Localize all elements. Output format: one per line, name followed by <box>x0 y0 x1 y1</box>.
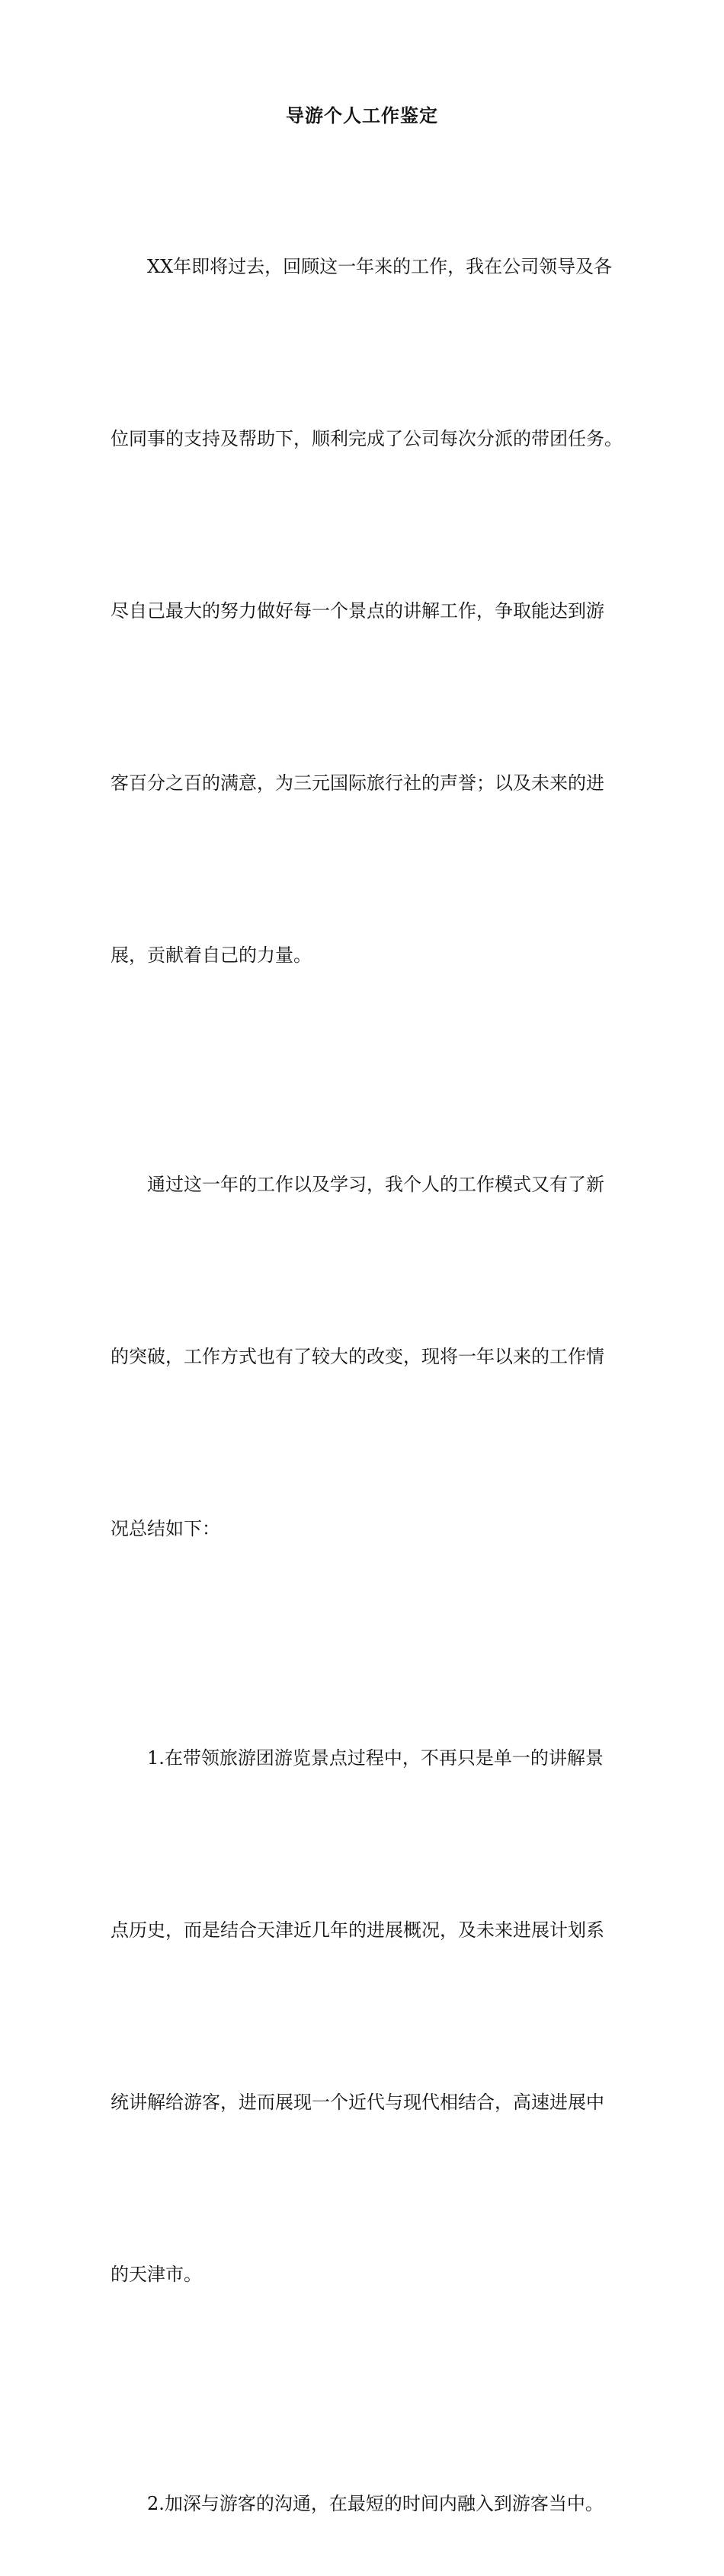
paragraph-line: XX年即将过去，回顾这一年来的工作，我在公司领导及各 <box>147 256 613 278</box>
paragraph-line: 的天津市。 <box>111 2263 202 2285</box>
document-title: 导游个人工作鉴定 <box>286 104 438 126</box>
paragraph-line: 1.在带领旅游团游览景点过程中，不再只是单一的讲解景 <box>147 1747 604 1769</box>
paragraph-line: 况总结如下： <box>111 1517 220 1539</box>
paragraph-line: 点历史，而是结合天津近几年的进展概况，及未来进展计划系 <box>111 1919 604 1942</box>
paragraph-line: 位同事的支持及帮助下，顺利完成了公司每次分派的带团任务。 <box>111 428 623 450</box>
document-body <box>111 196 621 2576</box>
paragraph-line: 客百分之百的满意，为三元国际旅行社的声誉；以及未来的进 <box>111 772 604 794</box>
paragraph-3 <box>111 1687 621 2433</box>
paragraph-line: 的突破，工作方式也有了较大的改变，现将一年以来的工作情 <box>111 1346 604 1368</box>
paragraph-line: 尽自己最大的努力做好每一个景点的讲解工作，争取能达到游 <box>111 600 604 622</box>
paragraph-line: 展，贡献着自己的力量。 <box>111 944 312 966</box>
paragraph-line: 统讲解给游客，进而展现一个近代与现代相结合，高速进展中 <box>111 2092 604 2113</box>
paragraph-4 <box>111 2433 621 2576</box>
paragraph-2 <box>111 1114 621 1687</box>
paragraph-line: 通过这一年的工作以及学习，我个人的工作模式又有了新 <box>147 1174 604 1196</box>
paragraph-line: 2.加深与游客的沟通，在最短的时间内融入到游客当中。 <box>147 2493 604 2515</box>
paragraph-1 <box>111 196 621 1114</box>
